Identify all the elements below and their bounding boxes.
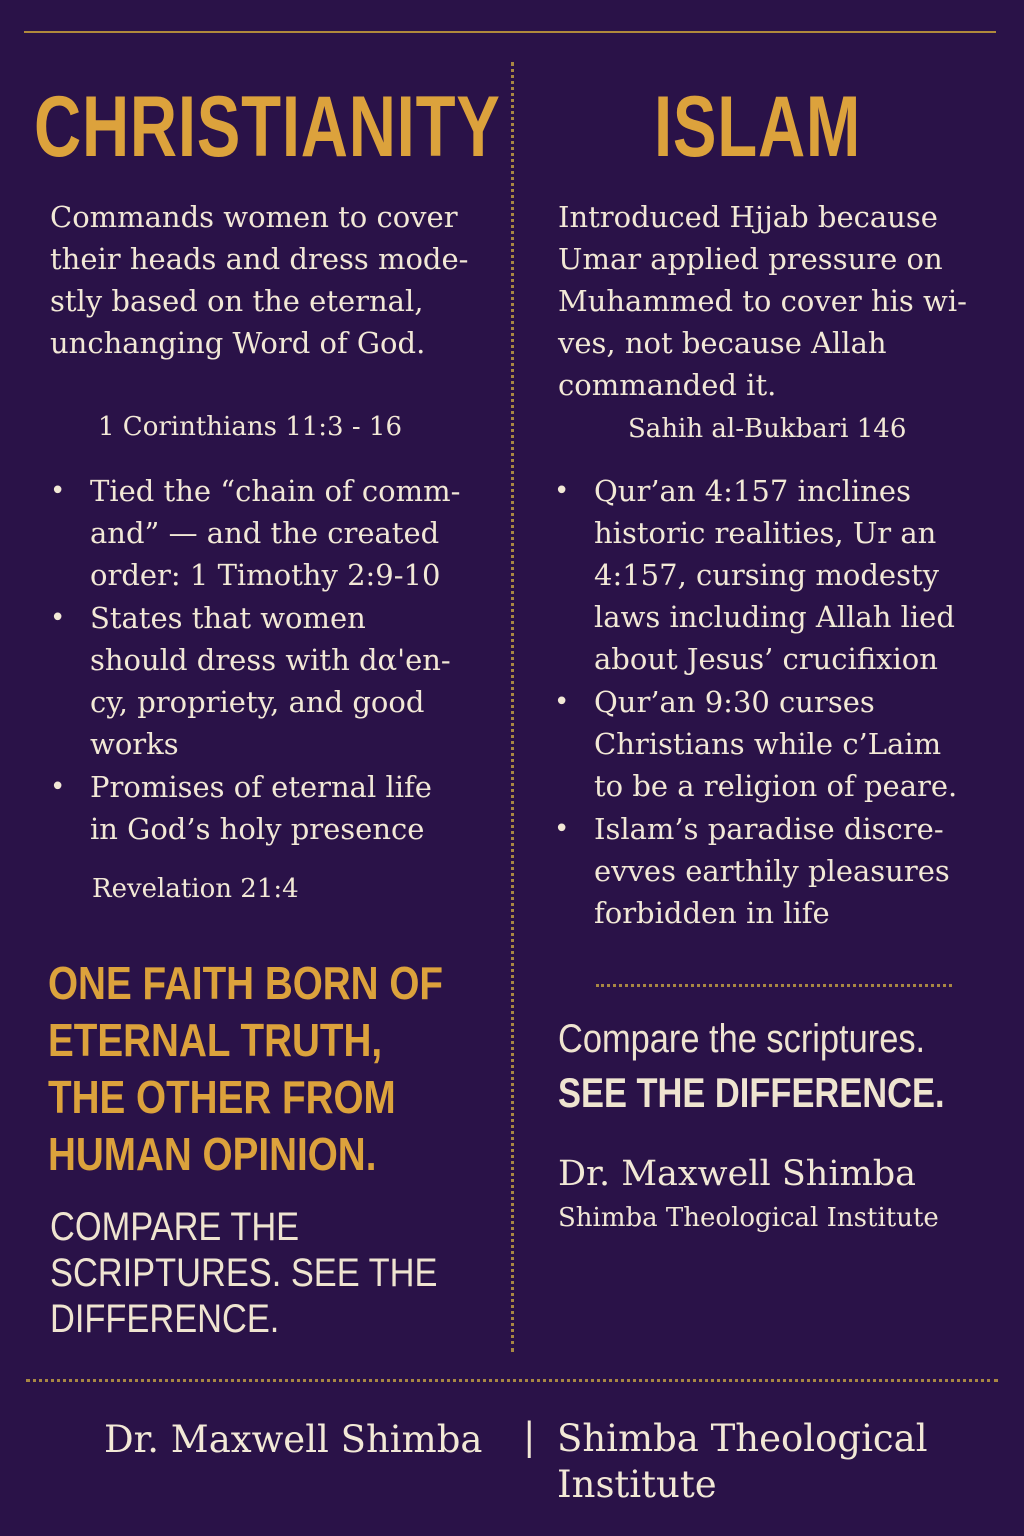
islam-column [514,0,1024,1370]
christianity-compare-text: COMPARE THE SCRIPTURES. SEE THE DIFFERENCE. [50,1205,438,1341]
christianity-bullets-reference: Revelation 21:4 [92,874,299,904]
islam-intro-reference: Sahih al-Bukbari 146 [628,414,907,444]
islam-heading: ISLAM [654,79,862,175]
christianity-bullet-text: Tied the “chain of comm- and” — and the created order: 1 Timothy 2:9-10 [90,474,461,592]
islam-column-institute: Shimba Theological Institute [558,1203,939,1233]
list-item [554,808,1014,934]
bullet-dot-icon: • [554,814,570,844]
islam-column-author: Dr. Maxwell Shimba [558,1154,916,1194]
bullet-dot-icon: • [50,476,66,506]
bullet-dot-icon: • [554,687,570,717]
footer-author: Dr. Maxwell Shimba [104,1418,483,1461]
bottom-dotted-rule [26,1379,998,1382]
islam-bullet-list [554,470,1014,935]
footer-separator: | [523,1415,536,1458]
islam-compare-emphasis: SEE THE DIFFERENCE. [558,1069,945,1116]
bullet-dot-icon: • [50,772,66,802]
islam-intro: Introduced Hjjab because Umar applied pressure on Muhammed to cover his wi- ves, not because Allah commanded it. [558,200,967,402]
christianity-bullet-text: Promises of eternal life in God’s holy presence [90,770,432,846]
islam-bullet-text: Qur’an 4:157 inclines historic realities, Ur an 4:157, cursing modesty laws including Allah lied about Jesus’ crucifixion [594,474,955,676]
christianity-heading: CHRISTIANITY [34,79,501,175]
christianity-bullet-list [50,470,500,851]
islam-bullet-text: Qur’an 9:30 curses Christians while c’Laim to be a religion of peare. [594,685,958,803]
christianity-intro-reference: 1 Corinthians 11:3 - 16 [98,412,402,442]
christianity-column [0,0,510,1370]
bullet-dot-icon: • [50,603,66,633]
list-item [554,470,1014,680]
list-item [50,597,500,765]
islam-compare-text: Compare the scriptures. [558,1017,926,1061]
list-item [50,766,500,850]
christianity-tagline: ONE FAITH BORN OF ETERNAL TRUTH, THE OTHER FROM HUMAN OPINION. [48,957,443,1180]
christianity-intro: Commands women to cover their heads and dress mode- stly based on the eternal, unchanging Word of God. [50,200,469,360]
list-item [554,681,1014,807]
islam-bullet-text: Islam’s paradise discre- evves earthily pleasures forbidden in life [594,812,950,930]
list-item [50,470,500,596]
bullet-dot-icon: • [554,476,570,506]
islam-dotted-rule [596,984,952,987]
footer-institute: Shimba Theological Institute [557,1417,928,1506]
christianity-bullet-text: States that women should dress with dα'en- cy, propriety, and good works [90,601,451,761]
